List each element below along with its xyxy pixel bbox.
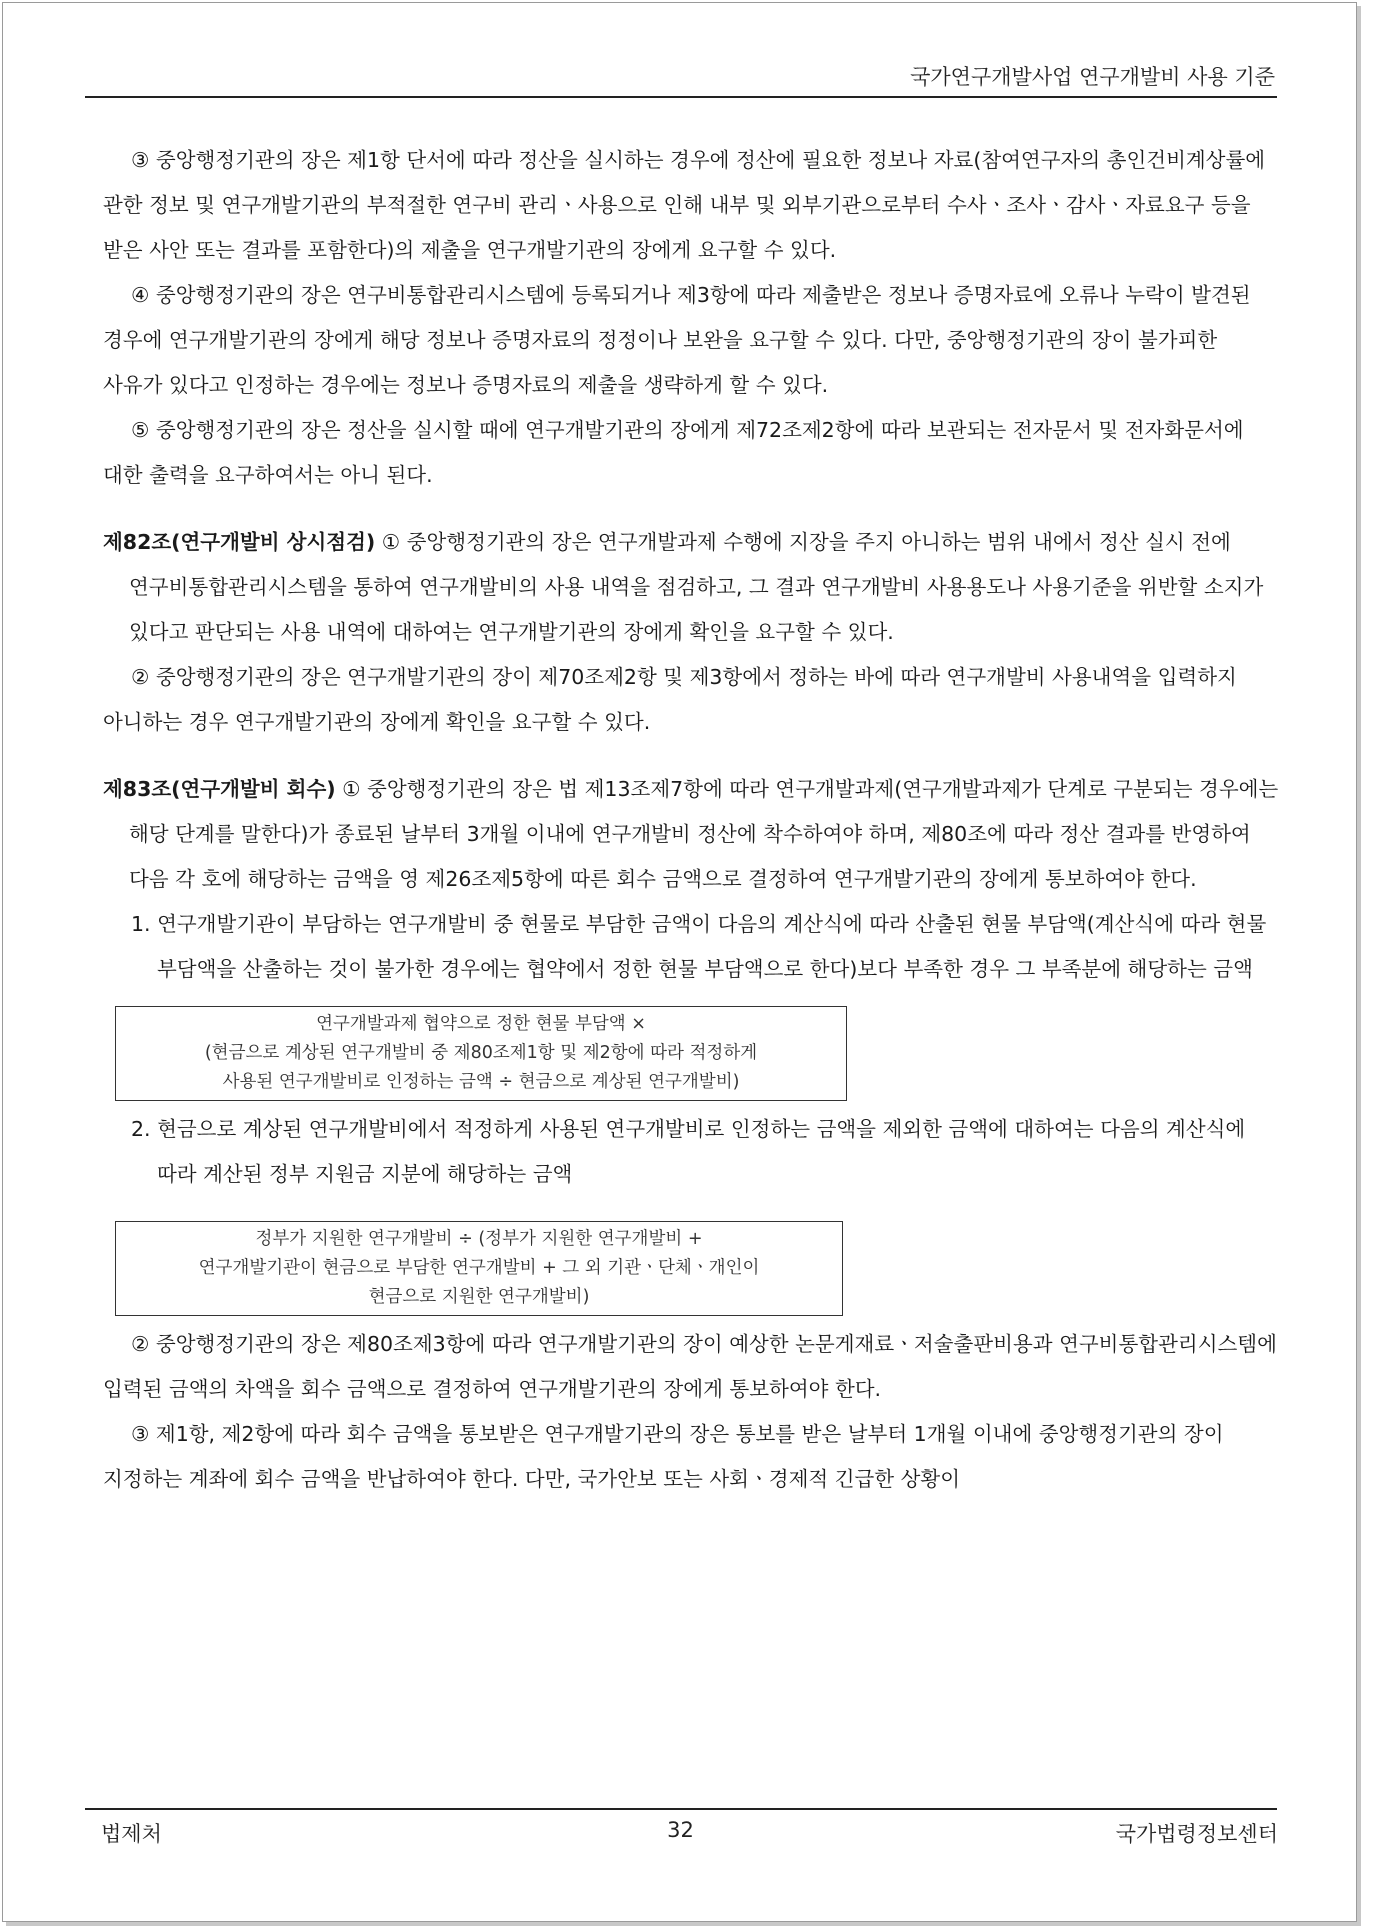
article-82-para-1: ① 중앙행정기관의 장은 연구개발과제 수행에 지장을 주지 아니하는 범위 내에서 정산 실시 전에 연구비통합관리시스템을 통하여 연구개발비의 사용 내역을 점검하고, 그 결과 연구개발비 사용용도나 사용기준을 위반할 소지가 있다고 판단되는 사용 내역에 대하여는 연구개발기관의 장에게 확인을 요구할 수 있다.	[129, 530, 1264, 644]
article-83-para-2: ② 중앙행정기관의 장은 제80조제3항에 따라 연구개발기관의 장이 예상한 논문게재료ㆍ저술출판비용과 연구비통합관리시스템에 입력된 금액의 차액을 회수 금액으로 결정하여 연구개발기관의 장에게 통보하여야 한다.	[103, 1332, 1277, 1401]
formula-2-line: 연구개발기관이 현금으로 부담한 연구개발비 + 그 외 기관ㆍ단체ㆍ개인이	[198, 1258, 760, 1278]
formula-1-line: 사용된 연구개발비로 인정하는 금액 ÷ 현금으로 계상된 연구개발비)	[222, 1072, 740, 1092]
formula-box-1	[115, 1006, 847, 1101]
document-body	[103, 138, 1279, 1502]
page-number: 32	[667, 1818, 694, 1842]
page-header: 국가연구개발사업 연구개발비 사용 기준	[910, 65, 1275, 89]
article-82-para-2: ② 중앙행정기관의 장은 연구개발기관의 장이 제70조제2항 및 제3항에서 정하는 바에 따라 연구개발비 사용내역을 입력하지 아니하는 경우 연구개발기관의 장에게 확인을 요구할 수 있다.	[103, 665, 1237, 734]
article-83-para-1: ① 중앙행정기관의 장은 법 제13조제7항에 따라 연구개발과제(연구개발과제가 단계로 구분되는 경우에는 해당 단계를 말한다)가 종료된 날부터 3개월 이내에 연구개발비 정산에 착수하여야 하며, 제80조에 따라 정산 결과를 반영하여 다음 각 호에 해당하는 금액을 영 제26조제5항에 따른 회수 금액으로 결정하여 연구개발기관의 장에게 통보하여야 한다.	[129, 777, 1279, 891]
paragraph-4: ④ 중앙행정기관의 장은 연구비통합관리시스템에 등록되거나 제3항에 따라 제출받은 정보나 증명자료에 오류나 누락이 발견된 경우에 연구개발기관의 장에게 해당 정보나 증명자료의 정정이나 보완을 요구할 수 있다. 다만, 중앙행정기관의 장이 불가피한 사유가 있다고 인정하는 경우에는 정보나 증명자료의 제출을 생략하게 할 수 있다.	[103, 283, 1251, 397]
footer-center: 국가법령정보센터	[1115, 1822, 1278, 1846]
document-page	[2, 2, 1357, 1922]
formula-1-line: 연구개발과제 협약으로 정한 현물 부담액 ×	[316, 1014, 646, 1034]
paragraph-5: ⑤ 중앙행정기관의 장은 정산을 실시할 때에 연구개발기관의 장에게 제72조제2항에 따라 보관되는 전자문서 및 전자화문서에 대한 출력을 요구하여서는 아니 된다.	[103, 418, 1244, 487]
footer-source: 법제처	[101, 1822, 162, 1846]
article-83	[103, 767, 1279, 902]
article-83-title: 제83조(연구개발비 회수)	[103, 777, 336, 801]
formula-2-line: 정부가 지원한 연구개발비 ÷ (정부가 지원한 연구개발비 +	[255, 1229, 703, 1249]
formula-2-line: 현금으로 지원한 연구개발비)	[368, 1287, 590, 1307]
footer-rule	[85, 1808, 1277, 1810]
article-82	[103, 520, 1279, 655]
article-82-title: 제82조(연구개발비 상시점검)	[103, 530, 376, 554]
formula-box-2	[115, 1221, 843, 1316]
paragraph-3: ③ 중앙행정기관의 장은 제1항 단서에 따라 정산을 실시하는 경우에 정산에 필요한 정보나 자료(참여연구자의 총인건비계상률에 관한 정보 및 연구개발기관의 부적절한 연구비 관리ㆍ사용으로 인해 내부 및 외부기관으로부터 수사ㆍ조사ㆍ감사ㆍ자료요구 등을 받은 사안 또는 결과를 포함한다)의 제출을 연구개발기관의 장에게 요구할 수 있다.	[103, 148, 1266, 262]
formula-1-line: (현금으로 계상된 연구개발비 중 제80조제1항 및 제2항에 따라 적정하게	[204, 1043, 758, 1063]
article-83-para-3: ③ 제1항, 제2항에 따라 회수 금액을 통보받은 연구개발기관의 장은 통보를 받은 날부터 1개월 이내에 중앙행정기관의 장이 지정하는 계좌에 회수 금액을 반납하여야 한다. 다만, 국가안보 또는 사회ㆍ경제적 긴급한 상황이	[103, 1422, 1224, 1491]
article-83-item-2: 2. 현금으로 계상된 연구개발비에서 적정하게 사용된 연구개발비로 인정하는 금액을 제외한 금액에 대하여는 다음의 계산식에 따라 계산된 정부 지원금 지분에 해당하는 금액	[131, 1117, 1246, 1186]
header-rule	[85, 96, 1277, 98]
article-83-item-1: 1. 연구개발기관이 부담하는 연구개발비 중 현물로 부담한 금액이 다음의 계산식에 따라 산출된 현물 부담액(계산식에 따라 현물 부담액을 산출하는 것이 불가한 경우에는 협약에서 정한 현물 부담액으로 한다)보다 부족한 경우 그 부족분에 해당하는 금액	[131, 912, 1267, 981]
